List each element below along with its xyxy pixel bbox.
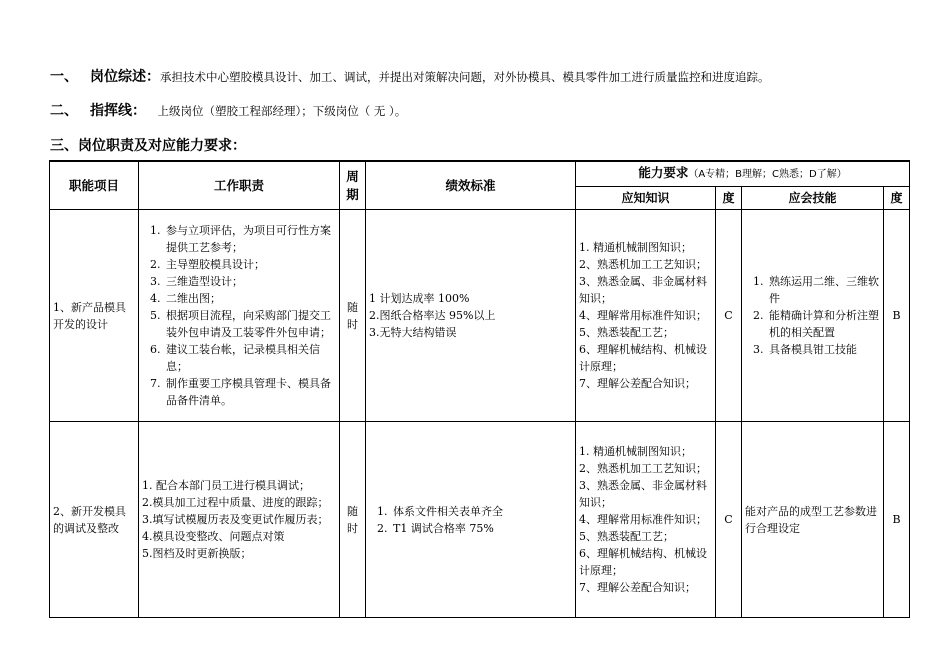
list-item: 5、熟悉装配工艺； (579, 530, 674, 543)
header-degree: 度 (716, 187, 742, 210)
section-title: 岗位综述： (90, 69, 160, 85)
list-item: 5. 根据项目流程，向采购部门提交工装外包申请及工装零件外包申请； (164, 307, 336, 341)
knowledge-cell (576, 422, 716, 618)
list-item: 1. 参与立项评估，为项目可行性方案提供工艺参考； (164, 222, 336, 256)
section-text: 承担技术中心塑胶模具设计、加工、调试，并提出对策解决问题，对外协模具、模具零件加工进行质量监控和进度追踪。 (160, 70, 770, 84)
list-item: 1. 熟练运用二维、三维软件 (767, 273, 880, 307)
duties-cell (139, 422, 340, 618)
list-item: 1. 精通机械制图知识； (579, 241, 692, 254)
list-item: 3、熟悉金属、非金属材料 知识； (579, 275, 707, 305)
header-ability-label: 能力要求 (638, 165, 689, 180)
table-row (50, 210, 910, 422)
degree-cell: C (716, 210, 742, 422)
standard-cell (366, 422, 576, 618)
list-item: 3. 具备模具钳工技能 (767, 341, 880, 358)
degree-cell: B (884, 422, 910, 618)
list-item: 6. 建议工装台帐，记录模具相关信息； (164, 341, 336, 375)
duties-list (142, 222, 336, 409)
list-item: 4、理解常用标准件知识； (579, 513, 707, 526)
list-item: 2. 主导塑胶模具设计； (164, 256, 336, 273)
list-item: 1. 体系文件相关表单齐全 (391, 503, 572, 520)
section-number: 二、 (50, 103, 78, 119)
header-ability (576, 161, 910, 187)
list-item: 3.无特大结构错误 (369, 326, 457, 339)
standard-cell (366, 210, 576, 422)
section-title: 指挥线： (90, 103, 146, 119)
section-number: 一、 (50, 69, 78, 85)
list-item: 6、理解机械结构、机械设计原理； (579, 547, 707, 577)
knowledge-cell (576, 210, 716, 422)
list-item: 6、理解机械结构、机械设 计原理； (579, 343, 707, 373)
header-knowledge: 应知知识 (576, 187, 716, 210)
skills-cell: 能对产品的成型工艺参数进行合理设定 (742, 422, 884, 618)
list-item: 5、熟悉装配工艺； (579, 326, 674, 339)
table-header-row (50, 161, 910, 187)
list-item: 7. 制作重要工序模具管理卡、模具备品备件清单。 (164, 375, 336, 409)
list-item: 1 计划达成率 100% (369, 292, 470, 305)
section-text: 上级岗位（塑胶工程部经理）；下级岗位（ 无 ）。 (157, 104, 407, 118)
section-responsibilities (50, 135, 246, 155)
section-overview (50, 66, 770, 86)
list-item: 7、理解公差配合知识； (579, 377, 696, 390)
list-item: 1. 精通机械制图知识； (579, 445, 692, 458)
list-item: 3.填写试模履历表及变更试作履历表； (142, 513, 329, 526)
duty-table (49, 160, 910, 618)
period-cell: 随时 (340, 210, 366, 422)
header-degree: 度 (884, 187, 910, 210)
list-item: 5.图档及时更新换版； (142, 547, 252, 560)
list-item: 7、理解公差配合知识； (579, 581, 696, 594)
list-item: 3、熟悉金属、非金属材料知识； (579, 479, 707, 509)
list-item: 2.图纸合格率达 95%以上 (369, 309, 496, 322)
list-item: 4.模具设变整改、问题点对策 (142, 530, 285, 543)
list-item: 4. 二维出图； (164, 290, 336, 307)
degree-cell: C (716, 422, 742, 618)
duties-cell (139, 210, 340, 422)
header-duties: 工作职责 (139, 161, 340, 210)
list-item: 2、熟悉机加工工艺知识； (579, 462, 707, 475)
function-cell: 1、新产品模具开发的设计 (50, 210, 139, 422)
list-item: 3. 三维造型设计； (164, 273, 336, 290)
header-period: 周期 (340, 161, 366, 210)
header-skills: 应会技能 (742, 187, 884, 210)
period-cell: 随时 (340, 422, 366, 618)
skills-cell (742, 210, 884, 422)
header-ability-hint: （A专精；B理解；C熟悉；D了解） (688, 169, 847, 180)
skills-list (745, 273, 880, 358)
header-function: 职能项目 (50, 161, 139, 210)
list-item: 1. 配合本部门员工进行模具调试； (142, 479, 310, 492)
list-item: 4、理解常用标准件知识； (579, 309, 707, 322)
degree-cell: B (884, 210, 910, 422)
header-standard: 绩效标准 (366, 161, 576, 210)
list-item: 2.模具加工过程中质量、进度的跟踪； (142, 496, 329, 509)
list-item: 2. 能精确计算和分析注塑机的相关配置 (767, 307, 880, 341)
section-title: 三、岗位职责及对应能力要求： (50, 138, 246, 154)
section-command-line (50, 100, 406, 120)
list-item: 2. T1 调试合格率 75% (391, 520, 572, 537)
standards-list (369, 503, 572, 537)
function-cell: 2、新开发模具的调试及整改 (50, 422, 139, 618)
list-item: 2、熟悉机加工工艺知识； (579, 258, 707, 271)
table-row (50, 422, 910, 618)
